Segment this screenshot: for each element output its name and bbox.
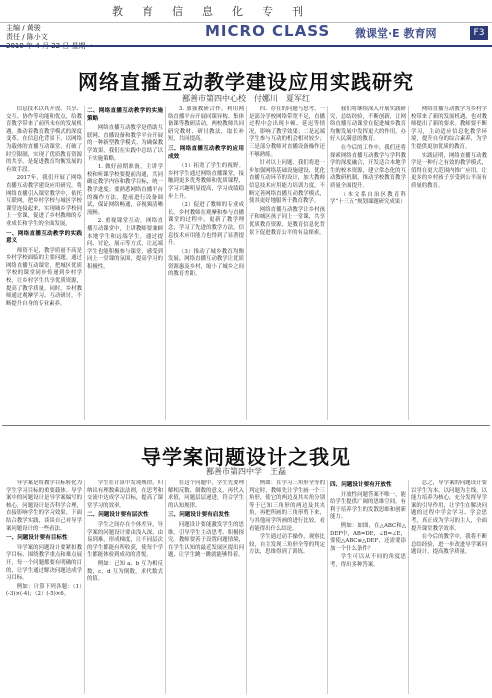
strip-char: 专 (262, 5, 274, 18)
article2-column (249, 480, 325, 694)
strip-char: 刊 (292, 5, 304, 18)
strip-char: 化 (232, 5, 244, 18)
body-paragraph: 信息技术以其开放、共享、交互、协作等功能和优点，给教育教学带来了前所未有的发展机遇，推动着教育教学模式的深度变革。在信息化背景下，以网络为载体的直播互动课堂，打破了时空限制，实现了优质教育资源的共享，是促进教育均衡发展的有效手段。 (6, 106, 82, 173)
body-paragraph: 在今后的工作中，我们还将探索网络直播互动教学与学科教学的深度融合，开发适合本地学生的校本资源，建立常态化的互动教研机制，推动学校教育教学质量全面提升。 (330, 144, 406, 189)
strip-char: 息 (202, 5, 214, 18)
body-paragraph: （2）促进了教师的专业成长。乡村教师在观摩和参与直播课堂的过程中，更新了教学理念，学习了先进的教学方法，信息技术应用能力也得到了显著提升。 (168, 202, 244, 247)
article2-column (330, 480, 406, 694)
column-rule (84, 106, 85, 420)
article1-column (87, 106, 163, 420)
body-paragraph: 网络直播互动教学是借助互联网、直播设备和教学平台开展的一种新型教学模式。为确保教学效果，我们在实践中总结了以下实施策略。 (87, 125, 163, 162)
page-subtitle: 微课堂·E 教育网 (355, 27, 437, 40)
column-rule (408, 480, 409, 694)
body-paragraph: 学生可以从不同的角度思考，得出多种答案。 (330, 554, 406, 568)
body-paragraph: 例如：如图，在△ABC和△DEF中，AB=DE，∠B=∠E，要使△ABC≌△DEF，还需要添加一个什么条件？ (330, 522, 406, 552)
body-paragraph: 例如：计算下列各题：（1）(-3)×(-4)；（2）(-5)×6。 (6, 583, 82, 598)
body-paragraph: 学生通过动手操作、观察比较，自主发现三角形全等的判定方法，思维得到了训练。 (249, 534, 325, 556)
article2-byline: 鄯善市第四中学 王磊 (206, 467, 286, 476)
article1-column (411, 106, 487, 420)
body-paragraph: 1. 做好前期准备。主讲学校和听课学校要提前沟通，共同确定教学内容和教学目标，统一教学进度；要熟悉网络直播平台的操作方法，提前进行设备调试，保证网络畅通，音视频清晰流畅。 (87, 164, 163, 216)
article2-column (6, 480, 82, 694)
body-paragraph: （本文系自治区教育科学“十三五”规划课题研究成果） (330, 191, 406, 206)
section-heading: 二、问题设计要有层次性 (87, 512, 149, 519)
section-heading: 三、网络直播互动教学的应用成效 (168, 145, 244, 160)
body-paragraph: 例如：在学习三角形全等的判定时，教师先让学生画一个三角形，使它的两边及其夹角分别等于已知三角形的两边及其夹角，再把所画的三角形剪下来，与其他同学所画的进行比较，看看能得出什么结论。 (249, 480, 325, 532)
body-paragraph: 例如：已知 a、b 互为相反数，c、d 互为倒数，求代数式的值。 (87, 560, 163, 583)
strip-char: 教 (112, 5, 124, 18)
article2-column (411, 480, 487, 694)
column-rule (84, 480, 85, 694)
body-paragraph: （1）拓宽了学生的视野。乡村学生通过网络直播课堂，接触到更多优秀教师和优质课程，学习兴趣明显提高，学习成绩稳步上升。 (168, 163, 244, 200)
strip-char: 育 (142, 5, 154, 18)
column-rule (408, 106, 409, 420)
section-heading: 三、问题设计要有启发性 (168, 512, 230, 519)
section-heading: 二、网络直播互动教学的实施策略 (87, 108, 163, 122)
section-heading: 一、问题设计要有目标性 (6, 535, 68, 542)
body-paragraph: 师资不足，教学质量不高是乡村学校面临的主要问题。通过网络直播互动课堂，把城区优质学校的课堂同步传递到乡村学校，让乡村学生共享优质资源，提高了教学质量。同时，乡村教师通过观摩学习、互动研讨，不断提升自身的专业素养。 (6, 247, 82, 307)
body-paragraph: 2. 重视课堂互动。网络直播互动课堂中，主讲教师要兼顾本地学生和远端学生，通过提问、讨论、展示等方式，让远端学生也能积极参与课堂，感受到同上一堂课的氛围，提高学习的积极性。 (87, 218, 163, 270)
body-paragraph: 学生之间存在个体差异，导学案的问题设计要由浅入深、由易到难，形成梯度，让不同层次的学生都能有所收获，使每个学生都能体验到成功的喜悦。 (87, 521, 163, 559)
body-paragraph: 四、存在的问题与思考。一是部分学校网络带宽不足，直播过程中会出现卡顿、延迟等情况，影响了教学效果；二是远端学生参与互动的机会相对较少；三是部分教师对直播设备操作还不够熟练。 (249, 106, 325, 158)
strip-char: 信 (172, 5, 184, 18)
body-paragraph: 2017年，我们开展了网络直播互动教学建设应用研究，将网络直播引入课堂教学中，依托互联网，把乡村学校与城区学校课堂连接起来，实现城乡学校同上一堂课，促进了乡村教师的专业成长和学生的全面发展。 (6, 175, 82, 227)
article1-title: 网络直播互动教学建设应用实践研究 (78, 70, 414, 94)
column-rule (165, 480, 166, 694)
body-paragraph: 在这个问题中，学生先要理解相反数、倒数的意义，再代入求值，问题层层递进，符合学生的认知规律。 (168, 480, 244, 509)
article1-column (168, 106, 244, 420)
column-rule (165, 106, 166, 420)
page-number-badge: F3 (470, 26, 488, 40)
article2-column (87, 480, 163, 694)
body-paragraph: 导学案的问题设计要紧扣教学目标，围绕教学重点和难点展开，每一个问题都要有明确的目的，让学生通过解决问题达成学习目标。 (6, 544, 82, 582)
page-title: MICRO CLASS (205, 22, 331, 40)
body-paragraph: 3. 加强教研合作。利用网络直播平台开展同课异构、集体备课等教研活动，两校教师共同研究教材、研讨教法，取长补短，共同提高。 (168, 106, 244, 143)
section-strip-chars (112, 3, 304, 19)
body-paragraph: 网络直播互动教学为乡村学校带来了新的发展机遇，也对教师提出了新的要求。教师要不断学习，主动适应信息化教学环境，提升自身的综合素养，为学生提供更加优质的教育。 (411, 106, 487, 150)
article2-title: 导学案问题设计之我见 (141, 445, 351, 469)
column-rule (246, 106, 247, 420)
section-heading: 四、问题设计要有开放性 (330, 482, 392, 488)
body-paragraph: 总之，导学案的问题设计要以学生为本，以问题为主线，以能力培养为核心，充分发挥导学案的引导作用，让学生在解决问题的过程中学会学习、学会思考，真正成为学习的主人，全面提升课堂教学效率。 (411, 480, 487, 532)
body-paragraph: 在今后的教学中，我将不断总结经验，进一步改进导学案问题设计，提高教学质量。 (411, 534, 487, 556)
article1-column (249, 106, 325, 420)
body-paragraph: 问题设计要能激发学生的思维，引导学生主动思考、积极探究。教师要善于设置问题情境，在学生认知的最近发展区提出问题，让学生跳一跳就能够得着。 (168, 521, 244, 559)
column-rule (246, 480, 247, 694)
body-paragraph: （3）推动了城乡教育均衡发展。网络直播互动教学让优质资源惠及乡村，缩小了城乡之间的教育差距。 (168, 248, 244, 278)
section-heading: 一、网络直播互动教学的实践意义 (6, 230, 82, 245)
article2-column (168, 480, 244, 694)
article1-byline: 鄯善市第四中心校 付娜川 夏军红 (182, 94, 310, 103)
body-paragraph: 针对以上问题，我们将进一步加强网络基础设施建设，优化直播互动环节的设计，加大教师信息技术应用能力培训力度，不断完善网络直播互动教学模式，使其更好地服务于教育教学。 (249, 160, 325, 205)
header-rule (0, 45, 492, 47)
body-paragraph: 网络直播互动教学让乡村孩子和城区孩子同上一堂课，共享优质教育资源，是教育信息化背景下促进教育公平的有益探索。 (249, 206, 325, 236)
article1-column (6, 106, 82, 420)
article1-column (330, 106, 406, 420)
body-paragraph: 实践证明，网络直播互动教学是一种行之有效的教学模式，值得在更大范围内推广应用，让更多的乡村孩子享受到公平而有质量的教育。 (411, 152, 487, 189)
body-paragraph: 我们将继续深入开展实践研究，总结经验，不断创新，让网络直播互动课堂在促进城乡教育均衡发展中发挥更大的作用，办好人民满意的教育。 (330, 106, 406, 143)
header-meta-line: 责任 / 陈小文 (6, 33, 48, 41)
column-rule (327, 106, 328, 420)
article-divider (2, 425, 490, 426)
body-paragraph: 开放性问题答案不唯一，能给学生提供广阔的思维空间，有利于培养学生的发散思维和创新能力。 (330, 491, 406, 521)
header-meta-line: 主编 / 黄骏 (6, 24, 41, 32)
body-paragraph: 导学案是将教学目标转化为学生学习目标的重要载体。导学案中的问题设计是导学案编写的核心，问题设计是否科学合理，直接影响学生的学习效果。下面结合教学实践，谈谈自己对导学案问题设计的一些看法。 (6, 480, 82, 532)
body-paragraph: 学生在计算中发现规律，归纳出有理数乘法法则，在思考和交流中达成学习目标，提高了课堂学习的效率。 (87, 480, 163, 509)
page-header (0, 24, 492, 48)
column-rule (327, 480, 328, 694)
